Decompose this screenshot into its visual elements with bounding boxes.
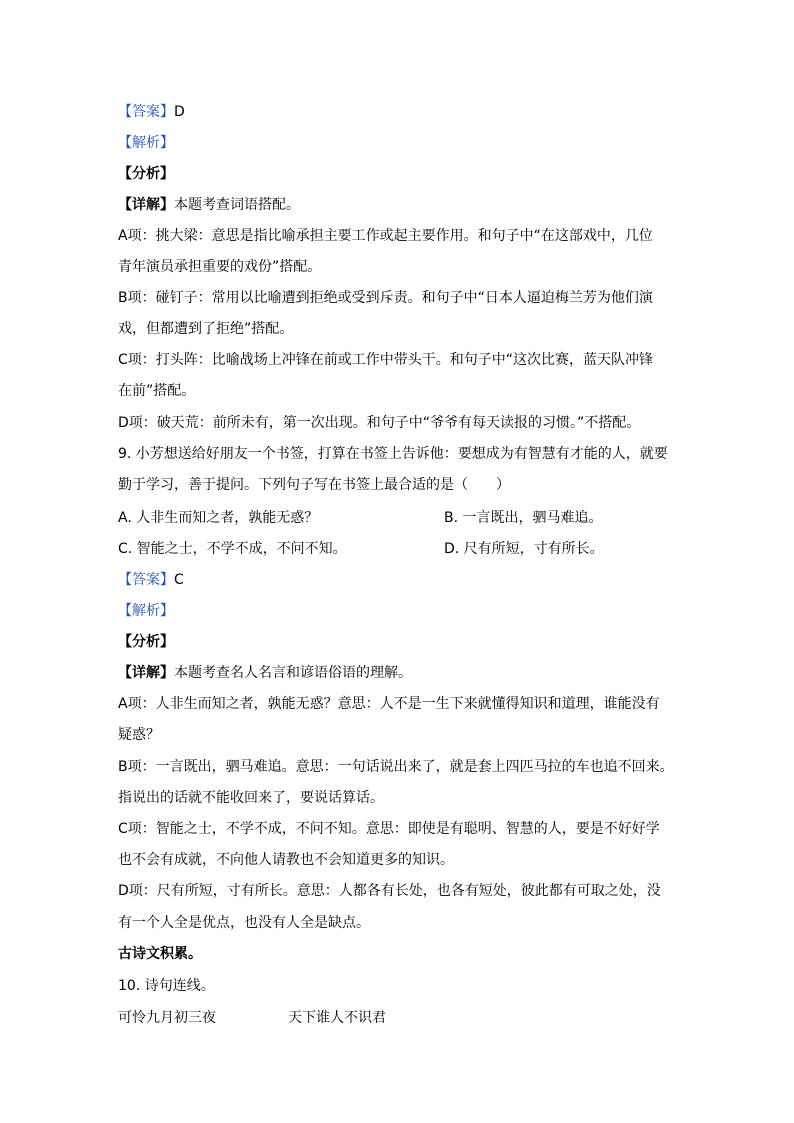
q9-option-c: C. 智能之士，不学不成，不问不知。 bbox=[118, 541, 347, 557]
q9-a-line1: A项：人非生而知之者，孰能无惑？意思：人不是一生下来就懂得知识和道理，谁能没有 bbox=[118, 696, 660, 712]
q9-option-b: B. 一言既出，驷马难追。 bbox=[444, 510, 603, 526]
q8-detail bbox=[118, 195, 300, 215]
q9-d-line2: 有一个人全是优点，也没有人全是缺点。 bbox=[118, 915, 370, 931]
q9-d-line1: D项：尺有所短，寸有所长。意思：人都各有长处，也各有短处，彼此都有可取之处，没 bbox=[118, 883, 661, 899]
answer-value: C bbox=[174, 572, 184, 588]
q9-c-line2: 也不会有成就，不向他人请教也不会知道更多的知识。 bbox=[118, 852, 454, 868]
q8-fenxi-tag: 【分析】 bbox=[118, 166, 174, 182]
answer-tag: 【答案】 bbox=[118, 104, 174, 120]
q9-fenxi-tag: 【分析】 bbox=[118, 634, 174, 650]
detail-text: 本题考查名人名言和谚语俗语的理解。 bbox=[174, 665, 412, 681]
q9-detail bbox=[118, 663, 412, 683]
q9-option-d: D. 尺有所短，寸有所长。 bbox=[444, 541, 604, 557]
answer-tag: 【答案】 bbox=[118, 572, 174, 588]
q9-analysis-tag: 【解析】 bbox=[118, 603, 174, 619]
q9-a-line2: 疑惑？ bbox=[118, 727, 160, 743]
q8-b-line2: 戏，但都遭到了拒绝”搭配。 bbox=[118, 321, 294, 337]
q8-answer bbox=[118, 102, 185, 122]
q9-stem-line2: 勤于学习，善于提问。下列句子写在书签上最合适的是（ ） bbox=[118, 477, 510, 493]
q8-analysis-tag: 【解析】 bbox=[118, 135, 174, 151]
q9-answer bbox=[118, 570, 184, 590]
detail-tag: 【详解】 bbox=[118, 665, 174, 681]
q8-a-line2: 青年演员承担重要的戏份”搭配。 bbox=[118, 259, 322, 275]
q9-option-a: A. 人非生而知之者，孰能无惑？ bbox=[118, 510, 319, 526]
q9-b-line2: 指说出的话就不能收回来了，要说话算话。 bbox=[118, 790, 384, 806]
q9-c-line1: C项：智能之士，不学不成，不问不知。意思：即使是有聪明、智慧的人，要是不好好学 bbox=[118, 821, 660, 837]
answer-value: D bbox=[174, 104, 185, 120]
q8-b-line1: B项：碰钉子：常用以比喻遭到拒绝或受到斥责。和句子中“日本人逼迫梅兰芳为他们演 bbox=[118, 290, 653, 306]
detail-text: 本题考查词语搭配。 bbox=[174, 197, 300, 213]
q8-d-line1: D项：破天荒：前所未有，第一次出现。和句子中“爷爷有每天读报的习惯。”不搭配。 bbox=[118, 415, 641, 431]
q10-right-1: 天下谁人不识君 bbox=[288, 1010, 386, 1026]
q10-stem: 10. 诗句连线。 bbox=[118, 978, 215, 994]
q9-b-line1: B项：一言既出，驷马难追。意思：一句话说出来了，就是套上四匹马拉的车也追不回来。 bbox=[118, 759, 674, 775]
detail-tag: 【详解】 bbox=[118, 197, 174, 213]
q10-left-1: 可怜九月初三夜 bbox=[118, 1010, 216, 1026]
q8-c-line1: C项：打头阵：比喻战场上冲锋在前或工作中带头干。和句子中“这次比赛，蓝天队冲锋 bbox=[118, 352, 654, 368]
q8-a-line1: A项：挑大梁：意思是指比喻承担主要工作或起主要作用。和句子中“在这部戏中，几位 bbox=[118, 228, 653, 244]
q8-c-line2: 在前”搭配。 bbox=[118, 383, 196, 399]
section-title: 古诗文积累。 bbox=[118, 946, 202, 962]
q9-stem-line1: 9. 小芳想送给好朋友一个书签，打算在书签上告诉他：要想成为有智慧有才能的人，就要 bbox=[118, 446, 668, 462]
